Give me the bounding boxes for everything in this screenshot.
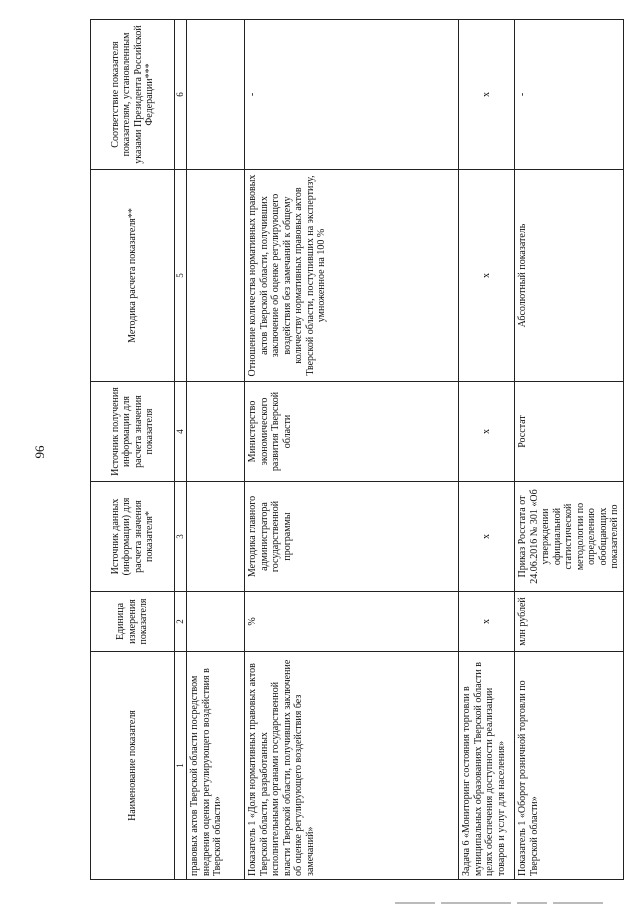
table-row bbox=[187, 20, 245, 880]
row-indicator-name: Задача 6 «Мониторинг состояния торговли в муниципальных образованиях Тверской области в целях обеспечения доступности реализации товаров и услуг для населения» bbox=[459, 652, 515, 880]
row-data-source: х bbox=[459, 482, 515, 592]
row-indicator-name: правовых актов Тверской области посредством внедрения оценки регулирующего воздействия в Тверской области» bbox=[187, 652, 245, 880]
indicator-table bbox=[90, 19, 624, 880]
row-unit: х bbox=[459, 592, 515, 652]
row-methodology: Абсолютный показатель bbox=[515, 170, 624, 382]
header-info-source: Источник получения информации для расчета значения показателя bbox=[91, 382, 175, 482]
rotated-table-container bbox=[90, 20, 620, 880]
row-decree-compliance: - bbox=[515, 20, 624, 170]
column-number: 3 bbox=[175, 482, 187, 592]
row-decree-compliance: - bbox=[245, 20, 459, 170]
row-decree-compliance: х bbox=[459, 20, 515, 170]
column-number: 2 bbox=[175, 592, 187, 652]
row-unit: % bbox=[245, 592, 459, 652]
row-indicator-name: Показатель 1 «Доля нормативных правовых актов Тверской области, разработанных исполнительными органами государственной власти Тверской области, получивших заключение об оценке регулирующего воздействия без замечаний» bbox=[245, 652, 459, 880]
row-indicator-name: Показатель 1 «Оборот розничной торговли по Тверской области» bbox=[515, 652, 624, 880]
row-methodology: Отношение количества нормативных правовых актов Тверской области, получивших заключение об оценке регулирующего воздействия без замечаний к общему количеству нормативных правовых актов Тверской области, поступивших на экспертизу, умноженное на 100 % bbox=[245, 170, 459, 382]
row-info-source: х bbox=[459, 382, 515, 482]
header-unit: Единица измерения показателя bbox=[91, 592, 175, 652]
page-number: 96 bbox=[32, 445, 47, 459]
column-number: 4 bbox=[175, 382, 187, 482]
row-methodology bbox=[187, 170, 245, 382]
row-info-source: Министерство экономического развития Тверской области bbox=[245, 382, 459, 482]
row-data-source: Приказ Росстата от 24.06.2016 № 301 «Об утверждении официальной статистической методологии по определению обобщающих показателей по bbox=[515, 482, 624, 592]
column-number: 5 bbox=[175, 170, 187, 382]
row-data-source bbox=[187, 482, 245, 592]
row-info-source: Росстат bbox=[515, 382, 624, 482]
table-row bbox=[515, 20, 624, 880]
header-decree-compliance: Соответствие показателя показателям, установленным указами Президента Российской Федерации*** bbox=[91, 20, 175, 170]
row-info-source bbox=[187, 382, 245, 482]
row-decree-compliance bbox=[187, 20, 245, 170]
row-data-source: Методика главного администратора государственной программы bbox=[245, 482, 459, 592]
row-methodology: х bbox=[459, 170, 515, 382]
row-unit bbox=[187, 592, 245, 652]
table-row bbox=[245, 20, 459, 880]
scan-artifact bbox=[395, 894, 635, 900]
table-row bbox=[459, 20, 515, 880]
column-number: 6 bbox=[175, 20, 187, 170]
header-methodology: Методика расчета показателя** bbox=[91, 170, 175, 382]
column-number: 1 bbox=[175, 652, 187, 880]
header-data-source: Источник данных (информации) для расчета значения показателя* bbox=[91, 482, 175, 592]
row-unit: млн рублей bbox=[515, 592, 624, 652]
header-indicator-name: Наименование показателя bbox=[91, 652, 175, 880]
